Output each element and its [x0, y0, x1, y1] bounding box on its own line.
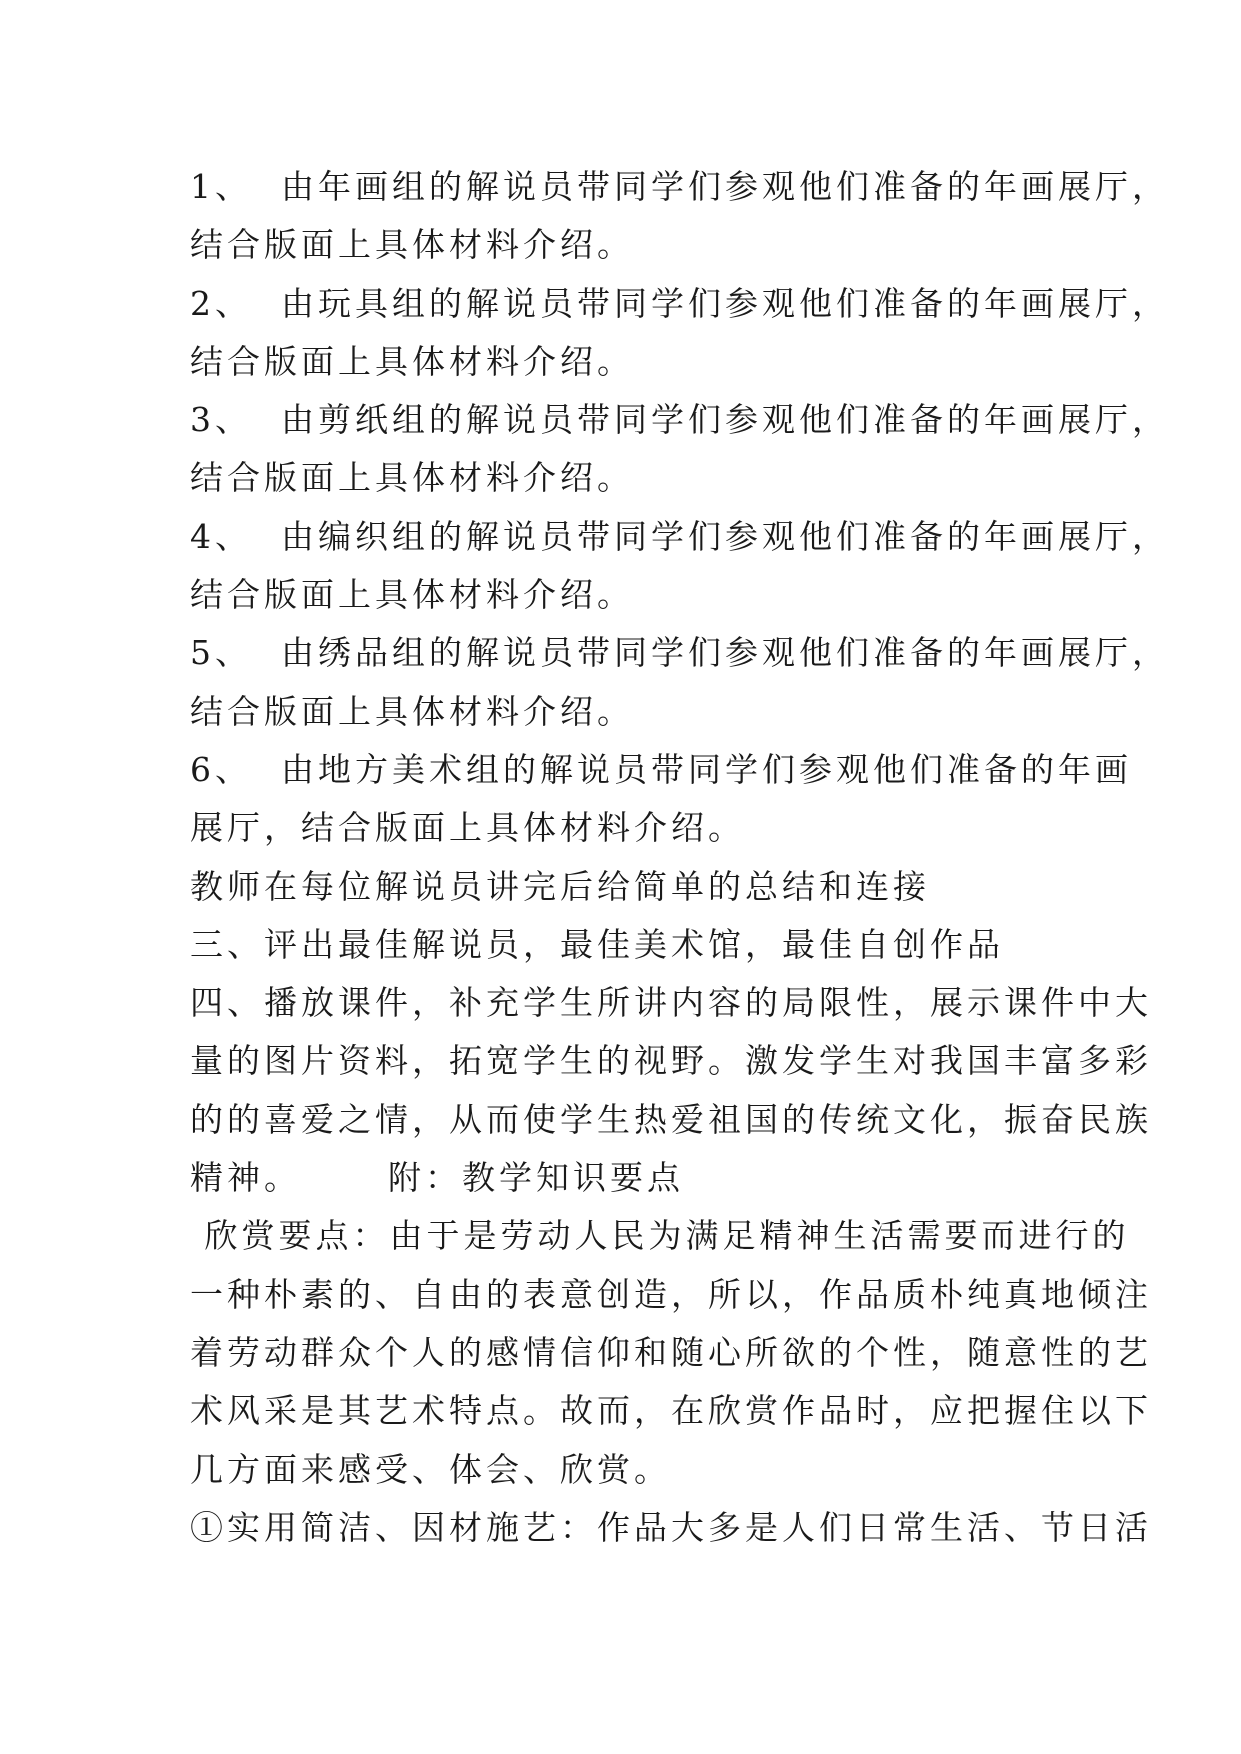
text-line: 结合版面上具体材料介绍。 [190, 225, 634, 265]
document-body [190, 158, 1169, 1557]
text-line: 术风采是其艺术特点。故而，在欣赏作品时，应把握住以下 [190, 1391, 1152, 1431]
text-line: 1、 由年画组的解说员带同学们参观他们准备的年画展厅， [190, 167, 1169, 206]
text-line: 教师在每位解说员讲完后给简单的总结和连接 [190, 866, 930, 906]
text-line: 四、播放课件，补充学生所讲内容的局限性，展示课件中大 [190, 983, 1152, 1023]
text-line: 展厅，结合版面上具体材料介绍。 [190, 808, 745, 848]
text-line: 2、 由玩具组的解说员带同学们参观他们准备的年画展厅， [190, 283, 1169, 323]
text-line: 欣赏要点：由于是劳动人民为满足精神生活需要而进行的 [190, 1216, 1130, 1256]
text-line: 结合版面上具体材料介绍。 [190, 575, 634, 615]
text-line: 3、 由剪纸组的解说员带同学们参观他们准备的年画展厅， [190, 400, 1169, 440]
text-line: 几方面来感受、体会、欣赏。 [190, 1449, 671, 1489]
text-line: 6、 由地方美术组的解说员带同学们参观他们准备的年画 [190, 749, 1132, 789]
text-line: 5、 由绣品组的解说员带同学们参观他们准备的年画展厅， [190, 633, 1169, 673]
text-line: 着劳动群众个人的感情信仰和随心所欲的个性，随意性的艺 [190, 1332, 1152, 1372]
text-line: 精神。 附：教学知识要点 [190, 1158, 684, 1198]
text-line: 三、评出最佳解说员，最佳美术馆，最佳自创作品 [190, 924, 1004, 964]
text-line: 量的图片资料，拓宽学生的视野。激发学生对我国丰富多彩 [190, 1041, 1152, 1081]
text-line: 结合版面上具体材料介绍。 [190, 691, 634, 731]
text-line: ①实用简洁、因材施艺：作品大多是人们日常生活、节日活 [190, 1507, 1152, 1547]
text-line: 4、 由编织组的解说员带同学们参观他们准备的年画展厅， [190, 516, 1169, 556]
text-line: 结合版面上具体材料介绍。 [190, 341, 634, 381]
text-line: 一种朴素的、自由的表意创造，所以，作品质朴纯真地倾注 [190, 1274, 1152, 1314]
text-line: 的的喜爱之情，从而使学生热爱祖国的传统文化，振奋民族 [190, 1099, 1152, 1139]
text-line: 结合版面上具体材料介绍。 [190, 458, 634, 498]
